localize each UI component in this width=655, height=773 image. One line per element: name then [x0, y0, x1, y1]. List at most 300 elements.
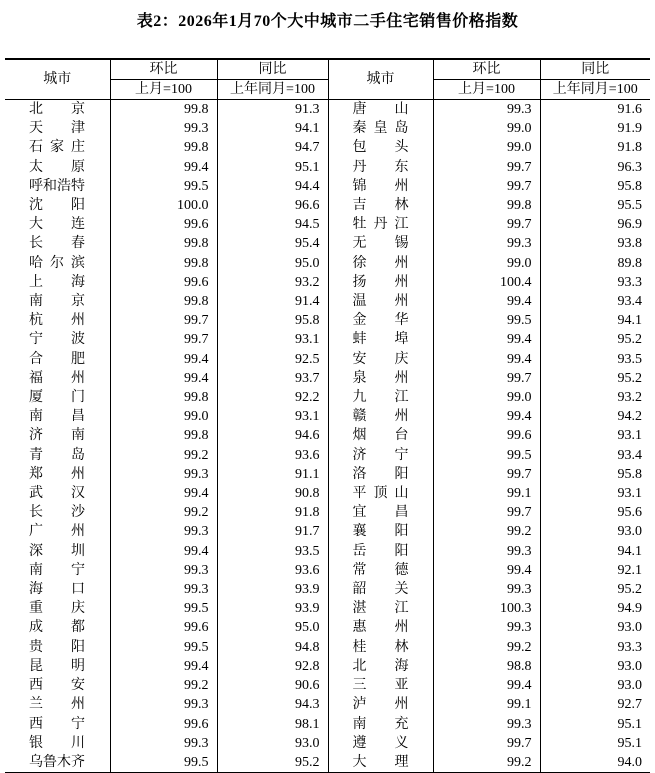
- city-name: 深圳: [29, 543, 85, 559]
- city-name: 乌鲁木齐: [29, 754, 85, 770]
- city-name: 牡丹江: [352, 217, 409, 233]
- yoy-cell: 94.8: [217, 638, 328, 657]
- mom-cell: 99.0: [110, 407, 217, 426]
- city-cell: [5, 676, 110, 695]
- city-name: 广州: [29, 524, 85, 540]
- yoy-cell: 91.1: [217, 465, 328, 484]
- yoy-cell: 91.9: [540, 119, 650, 138]
- table-row: [5, 234, 650, 253]
- city-name: 武汉: [29, 486, 85, 502]
- yoy-cell: 93.9: [217, 599, 328, 618]
- mom-cell: 99.4: [110, 350, 217, 369]
- yoy-cell: 95.8: [217, 311, 328, 330]
- city-name: 赣州: [352, 409, 409, 425]
- yoy-cell: 95.5: [540, 196, 650, 215]
- city-name: 湛江: [352, 601, 409, 617]
- yoy-cell: 93.7: [217, 369, 328, 388]
- city-cell: [5, 465, 110, 484]
- mom-cell: 99.7: [433, 177, 540, 196]
- table-row: [5, 138, 650, 157]
- yoy-cell: 93.0: [540, 618, 650, 637]
- city-cell: [328, 330, 433, 349]
- yoy-cell: 92.1: [540, 561, 650, 580]
- yoy-cell: 95.6: [540, 503, 650, 522]
- city-cell: [328, 234, 433, 253]
- mom-cell: 99.7: [433, 158, 540, 177]
- city-cell: [5, 330, 110, 349]
- city-cell: [5, 177, 110, 196]
- city-name: 大理: [352, 754, 409, 770]
- city-name: 南京: [29, 294, 85, 310]
- city-cell: [328, 503, 433, 522]
- city-cell: [5, 311, 110, 330]
- table-row: [5, 599, 650, 618]
- mom-cell: 99.5: [433, 446, 540, 465]
- mom-cell: 100.4: [433, 273, 540, 292]
- city-cell: [328, 580, 433, 599]
- city-name: 三亚: [352, 678, 409, 694]
- mom-cell: 99.2: [110, 446, 217, 465]
- city-cell: [5, 734, 110, 753]
- city-cell: [328, 273, 433, 292]
- yoy-cell: 93.2: [540, 388, 650, 407]
- yoy-cell: 92.8: [217, 657, 328, 676]
- city-cell: [5, 100, 110, 120]
- mom-cell: 99.8: [433, 196, 540, 215]
- city-cell: [5, 215, 110, 234]
- city-name: 兰州: [29, 697, 85, 713]
- mom-cell: 99.2: [110, 503, 217, 522]
- yoy-cell: 90.8: [217, 484, 328, 503]
- header-mom-right: 环比: [433, 59, 540, 80]
- table-title: 表2：2026年1月70个大中城市二手住宅销售价格指数: [136, 13, 519, 30]
- table-row: [5, 177, 650, 196]
- yoy-cell: 89.8: [540, 254, 650, 273]
- city-name: 洛阳: [352, 466, 409, 482]
- city-cell: [328, 734, 433, 753]
- table-row: [5, 580, 650, 599]
- mom-cell: 98.8: [433, 657, 540, 676]
- yoy-cell: 95.2: [540, 369, 650, 388]
- yoy-cell: 96.6: [217, 196, 328, 215]
- city-name: 成都: [29, 620, 85, 636]
- yoy-cell: 94.6: [217, 426, 328, 445]
- mom-cell: 99.8: [110, 234, 217, 253]
- table-row: [5, 522, 650, 541]
- mom-cell: 99.2: [110, 676, 217, 695]
- city-cell: [328, 657, 433, 676]
- header-yoy-base-right: 上年同月=100: [540, 80, 650, 100]
- city-cell: [328, 638, 433, 657]
- yoy-cell: 96.9: [540, 215, 650, 234]
- city-name: 温州: [352, 294, 409, 310]
- table-header: [5, 59, 650, 100]
- yoy-cell: 93.1: [540, 426, 650, 445]
- table-row: [5, 215, 650, 234]
- city-name: 安庆: [352, 351, 409, 367]
- mom-cell: 99.5: [433, 311, 540, 330]
- city-cell: [328, 369, 433, 388]
- mom-cell: 99.8: [110, 426, 217, 445]
- city-name: 哈尔滨: [29, 255, 85, 271]
- yoy-cell: 94.1: [540, 311, 650, 330]
- city-name: 扬州: [352, 274, 409, 290]
- mom-cell: 99.7: [433, 215, 540, 234]
- mom-cell: 99.8: [110, 292, 217, 311]
- city-cell: [328, 158, 433, 177]
- yoy-cell: 93.3: [540, 273, 650, 292]
- table-row: [5, 446, 650, 465]
- price-index-table: [5, 58, 650, 773]
- yoy-cell: 95.8: [540, 177, 650, 196]
- city-cell: [5, 273, 110, 292]
- mom-cell: 99.7: [110, 311, 217, 330]
- city-name: 长春: [29, 236, 85, 252]
- mom-cell: 99.4: [433, 561, 540, 580]
- yoy-cell: 91.7: [217, 522, 328, 541]
- header-mom-base-right: 上月=100: [433, 80, 540, 100]
- city-cell: [5, 715, 110, 734]
- city-cell: [5, 522, 110, 541]
- table-row: [5, 695, 650, 714]
- city-name: 无锡: [352, 236, 409, 252]
- city-cell: [328, 676, 433, 695]
- city-cell: [5, 657, 110, 676]
- city-name: 吉林: [352, 198, 409, 214]
- city-cell: [328, 196, 433, 215]
- mom-cell: 99.4: [433, 676, 540, 695]
- city-name: 韶关: [352, 582, 409, 598]
- city-name: 南昌: [29, 409, 85, 425]
- city-name: 宁波: [29, 332, 85, 348]
- city-name: 丹东: [352, 159, 409, 175]
- yoy-cell: 94.3: [217, 695, 328, 714]
- table-row: [5, 676, 650, 695]
- table-row: [5, 753, 650, 773]
- yoy-cell: 93.4: [540, 446, 650, 465]
- city-name: 石家庄: [29, 140, 85, 156]
- city-cell: [5, 561, 110, 580]
- city-name: 合肥: [29, 351, 85, 367]
- city-name: 泸州: [352, 697, 409, 713]
- city-cell: [328, 484, 433, 503]
- table-row: [5, 618, 650, 637]
- city-cell: [5, 638, 110, 657]
- mom-cell: 99.3: [433, 234, 540, 253]
- yoy-cell: 94.1: [540, 542, 650, 561]
- mom-cell: 99.8: [110, 138, 217, 157]
- city-name: 平顶山: [352, 486, 409, 502]
- city-name: 厦门: [29, 390, 85, 406]
- mom-cell: 99.3: [110, 522, 217, 541]
- table-row: [5, 407, 650, 426]
- city-cell: [5, 542, 110, 561]
- yoy-cell: 95.2: [540, 580, 650, 599]
- city-name: 包头: [352, 140, 409, 156]
- city-name: 常德: [352, 562, 409, 578]
- city-name: 西宁: [29, 716, 85, 732]
- city-cell: [5, 158, 110, 177]
- yoy-cell: 94.7: [217, 138, 328, 157]
- mom-cell: 99.1: [433, 695, 540, 714]
- city-cell: [5, 350, 110, 369]
- city-cell: [5, 254, 110, 273]
- yoy-cell: 93.9: [217, 580, 328, 599]
- city-cell: [328, 292, 433, 311]
- mom-cell: 99.4: [433, 292, 540, 311]
- city-name: 大连: [29, 217, 85, 233]
- mom-cell: 100.3: [433, 599, 540, 618]
- city-name: 遵义: [352, 735, 409, 751]
- city-cell: [328, 599, 433, 618]
- city-name: 惠州: [352, 620, 409, 636]
- city-name: 南宁: [29, 562, 85, 578]
- table-row: [5, 638, 650, 657]
- yoy-cell: 93.1: [540, 484, 650, 503]
- city-cell: [5, 580, 110, 599]
- city-name: 济宁: [352, 447, 409, 463]
- city-name: 岳阳: [352, 543, 409, 559]
- mom-cell: 99.4: [110, 542, 217, 561]
- table-row: [5, 542, 650, 561]
- city-name: 天津: [29, 121, 85, 137]
- yoy-cell: 95.1: [540, 734, 650, 753]
- mom-cell: 99.7: [433, 734, 540, 753]
- city-name: 青岛: [29, 447, 85, 463]
- header-yoy-base-left: 上年同月=100: [217, 80, 328, 100]
- city-name: 海口: [29, 582, 85, 598]
- table-row: [5, 426, 650, 445]
- city-cell: [5, 196, 110, 215]
- yoy-cell: 93.5: [540, 350, 650, 369]
- table-row: [5, 388, 650, 407]
- yoy-cell: 91.8: [217, 503, 328, 522]
- mom-cell: 99.6: [110, 618, 217, 637]
- table-row: [5, 369, 650, 388]
- table-row: [5, 350, 650, 369]
- mom-cell: 99.3: [433, 618, 540, 637]
- mom-cell: 99.3: [110, 580, 217, 599]
- mom-cell: 99.5: [110, 753, 217, 773]
- mom-cell: 99.2: [433, 522, 540, 541]
- city-cell: [328, 177, 433, 196]
- city-name: 宜昌: [352, 505, 409, 521]
- mom-cell: 99.4: [433, 407, 540, 426]
- table-row: [5, 465, 650, 484]
- city-cell: [328, 407, 433, 426]
- city-cell: [328, 254, 433, 273]
- yoy-cell: 93.0: [540, 522, 650, 541]
- header-row-top: [5, 59, 650, 80]
- mom-cell: 99.3: [433, 715, 540, 734]
- yoy-cell: 92.5: [217, 350, 328, 369]
- city-cell: [328, 215, 433, 234]
- city-name: 九江: [352, 390, 409, 406]
- mom-cell: 99.3: [110, 734, 217, 753]
- yoy-cell: 90.6: [217, 676, 328, 695]
- city-name: 太原: [29, 159, 85, 175]
- yoy-cell: 93.4: [540, 292, 650, 311]
- mom-cell: 99.7: [433, 465, 540, 484]
- city-cell: [5, 407, 110, 426]
- yoy-cell: 92.2: [217, 388, 328, 407]
- yoy-cell: 95.2: [217, 753, 328, 773]
- city-cell: [328, 715, 433, 734]
- yoy-cell: 95.0: [217, 618, 328, 637]
- yoy-cell: 94.5: [217, 215, 328, 234]
- yoy-cell: 93.8: [540, 234, 650, 253]
- header-city-left: 城市: [5, 59, 110, 100]
- yoy-cell: 94.9: [540, 599, 650, 618]
- table-row: [5, 273, 650, 292]
- mom-cell: 99.4: [433, 350, 540, 369]
- city-cell: [328, 695, 433, 714]
- table-row: [5, 734, 650, 753]
- mom-cell: 99.0: [433, 138, 540, 157]
- city-name: 福州: [29, 370, 85, 386]
- city-cell: [5, 369, 110, 388]
- mom-cell: 99.1: [433, 484, 540, 503]
- yoy-cell: 94.0: [540, 753, 650, 773]
- mom-cell: 99.3: [433, 542, 540, 561]
- table-row: [5, 100, 650, 120]
- yoy-cell: 93.6: [217, 561, 328, 580]
- city-cell: [328, 753, 433, 773]
- yoy-cell: 91.3: [217, 100, 328, 120]
- city-cell: [328, 542, 433, 561]
- table-row: [5, 292, 650, 311]
- yoy-cell: 91.4: [217, 292, 328, 311]
- mom-cell: 99.0: [433, 119, 540, 138]
- city-cell: [5, 618, 110, 637]
- city-name: 泉州: [352, 370, 409, 386]
- header-yoy-right: 同比: [540, 59, 650, 80]
- table-row: [5, 158, 650, 177]
- yoy-cell: 93.2: [217, 273, 328, 292]
- mom-cell: 99.3: [110, 119, 217, 138]
- city-name: 济南: [29, 428, 85, 444]
- city-cell: [328, 100, 433, 120]
- city-name: 贵阳: [29, 639, 85, 655]
- yoy-cell: 98.1: [217, 715, 328, 734]
- city-name: 北海: [352, 658, 409, 674]
- table-body: [5, 100, 650, 773]
- city-cell: [5, 753, 110, 773]
- mom-cell: 99.3: [433, 580, 540, 599]
- mom-cell: 99.5: [110, 638, 217, 657]
- city-cell: [328, 446, 433, 465]
- mom-cell: 99.4: [433, 330, 540, 349]
- mom-cell: 99.3: [433, 100, 540, 120]
- city-cell: [5, 426, 110, 445]
- mom-cell: 99.3: [110, 561, 217, 580]
- mom-cell: 99.6: [110, 715, 217, 734]
- yoy-cell: 92.7: [540, 695, 650, 714]
- yoy-cell: 96.3: [540, 158, 650, 177]
- city-cell: [5, 695, 110, 714]
- table-row: [5, 330, 650, 349]
- mom-cell: 99.7: [110, 330, 217, 349]
- city-cell: [328, 350, 433, 369]
- city-name: 南充: [352, 716, 409, 732]
- mom-cell: 99.8: [110, 254, 217, 273]
- mom-cell: 99.2: [433, 638, 540, 657]
- yoy-cell: 95.1: [540, 715, 650, 734]
- yoy-cell: 94.2: [540, 407, 650, 426]
- city-name: 蚌埠: [352, 332, 409, 348]
- city-cell: [328, 388, 433, 407]
- table-row: [5, 119, 650, 138]
- mom-cell: 100.0: [110, 196, 217, 215]
- city-cell: [328, 561, 433, 580]
- header-yoy-left: 同比: [217, 59, 328, 80]
- mom-cell: 99.5: [110, 177, 217, 196]
- table-row: [5, 254, 650, 273]
- mom-cell: 99.2: [433, 753, 540, 773]
- mom-cell: 99.6: [110, 215, 217, 234]
- city-name: 北京: [29, 102, 85, 117]
- city-cell: [328, 618, 433, 637]
- header-mom-base-left: 上月=100: [110, 80, 217, 100]
- city-cell: [328, 311, 433, 330]
- city-name: 桂林: [352, 639, 409, 655]
- city-name: 徐州: [352, 255, 409, 271]
- table-row: [5, 561, 650, 580]
- yoy-cell: 91.6: [540, 100, 650, 120]
- yoy-cell: 94.4: [217, 177, 328, 196]
- table-row: [5, 484, 650, 503]
- mom-cell: 99.4: [110, 158, 217, 177]
- city-name: 唐山: [352, 102, 409, 117]
- mom-cell: 99.0: [433, 388, 540, 407]
- yoy-cell: 93.1: [217, 330, 328, 349]
- yoy-cell: 93.1: [217, 407, 328, 426]
- table-row: [5, 657, 650, 676]
- yoy-cell: 95.0: [217, 254, 328, 273]
- city-cell: [5, 234, 110, 253]
- city-name: 烟台: [352, 428, 409, 444]
- city-name: 西安: [29, 678, 85, 694]
- table-row: [5, 503, 650, 522]
- mom-cell: 99.5: [110, 599, 217, 618]
- city-cell: [5, 138, 110, 157]
- city-cell: [5, 484, 110, 503]
- city-cell: [5, 388, 110, 407]
- mom-cell: 99.4: [110, 484, 217, 503]
- city-name: 重庆: [29, 601, 85, 617]
- yoy-cell: 93.5: [217, 542, 328, 561]
- yoy-cell: 91.8: [540, 138, 650, 157]
- table-row: [5, 311, 650, 330]
- city-name: 秦皇岛: [352, 121, 409, 137]
- mom-cell: 99.8: [110, 388, 217, 407]
- city-name: 昆明: [29, 658, 85, 674]
- city-cell: [328, 465, 433, 484]
- city-name: 杭州: [29, 313, 85, 329]
- city-cell: [328, 138, 433, 157]
- city-name: 金华: [352, 313, 409, 329]
- city-cell: [328, 522, 433, 541]
- yoy-cell: 95.2: [540, 330, 650, 349]
- table-row: [5, 715, 650, 734]
- mom-cell: 99.3: [110, 465, 217, 484]
- yoy-cell: 93.0: [540, 676, 650, 695]
- city-name: 上海: [29, 274, 85, 290]
- yoy-cell: 94.1: [217, 119, 328, 138]
- city-cell: [5, 599, 110, 618]
- city-name: 长沙: [29, 505, 85, 521]
- city-cell: [5, 119, 110, 138]
